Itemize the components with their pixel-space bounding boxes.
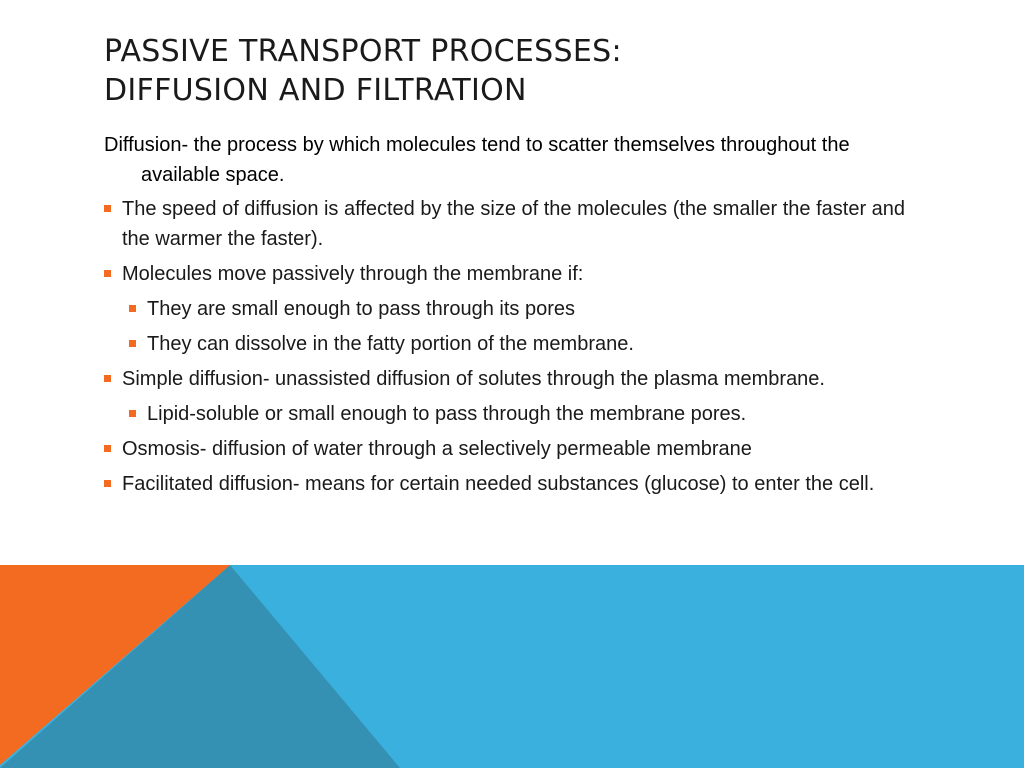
slide-body [104, 130, 934, 504]
decorative-color-bands [0, 565, 1024, 768]
square-bullet-icon [104, 270, 111, 277]
title-line-1: PASSIVE TRANSPORT PROCESSES: [104, 34, 622, 69]
slide-title [104, 32, 964, 110]
bullet-item [104, 259, 934, 289]
sub-bullet-item [129, 294, 934, 324]
bullet-text: They are small enough to pass through its pores [147, 298, 576, 320]
square-bullet-icon [104, 205, 111, 212]
bullet-text: Simple diffusion- unassisted diffusion of solutes through the plasma membrane. [122, 368, 825, 390]
bullet-text: The speed of diffusion is affected by the size of the molecules (the smaller the faster and the warmer the faster). [122, 198, 906, 250]
square-bullet-icon [129, 410, 136, 417]
bullet-text: Lipid-soluble or small enough to pass through the membrane pores. [147, 403, 747, 425]
title-line-2: DIFFUSION AND FILTRATION [104, 73, 527, 108]
bullet-item [104, 434, 934, 464]
bullet-item [104, 194, 934, 254]
square-bullet-icon [104, 375, 111, 382]
square-bullet-icon [104, 445, 111, 452]
bullet-text: Molecules move passively through the membrane if: [122, 263, 584, 285]
bullet-list [104, 194, 934, 499]
square-bullet-icon [104, 480, 111, 487]
bullet-text: Osmosis- diffusion of water through a selectively permeable membrane [122, 438, 752, 460]
square-bullet-icon [129, 305, 136, 312]
square-bullet-icon [129, 340, 136, 347]
bullet-text: They can dissolve in the fatty portion of the membrane. [147, 333, 634, 355]
bullet-item [104, 469, 934, 499]
sub-bullet-item [129, 329, 934, 359]
sub-bullet-item [129, 399, 934, 429]
intro-definition: Diffusion- the process by which molecules tend to scatter themselves throughout the available space. [104, 134, 850, 186]
bullet-text: Facilitated diffusion- means for certain needed substances (glucose) to enter the cell. [122, 473, 875, 495]
bullet-item [104, 364, 934, 394]
